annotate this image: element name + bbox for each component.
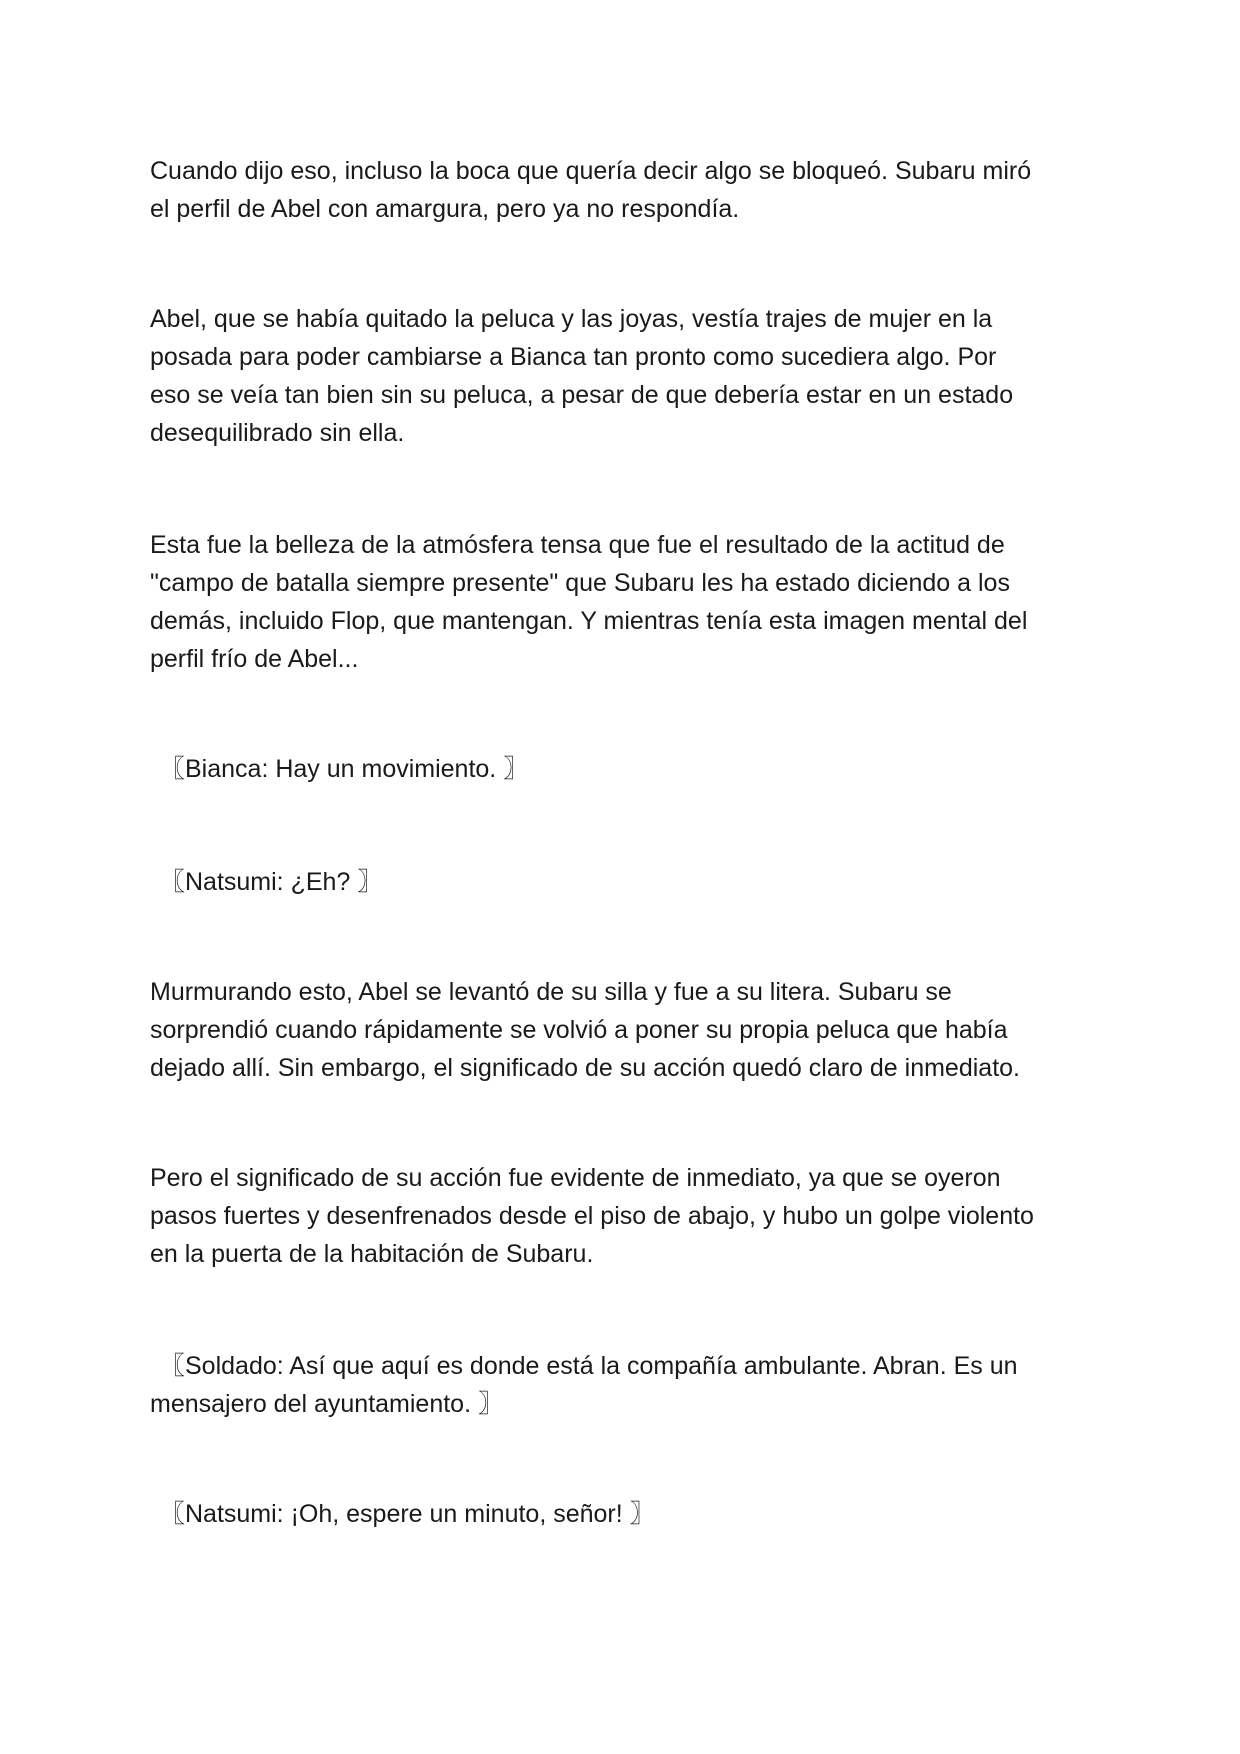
text-line: sorprendió cuando rápidamente se volvió a poner su propia peluca que había <box>150 1016 1008 1044</box>
text-line: Murmurando esto, Abel se levantó de su silla y fue a su litera. Subaru se <box>150 978 952 1006</box>
text-line: Pero el significado de su acción fue evidente de inmediato, ya que se oyeron <box>150 1164 1001 1192</box>
dialogue-line <box>150 750 1100 788</box>
text-line: posada para poder cambiarse a Bianca tan pronto como sucediera algo. Por <box>150 343 997 371</box>
text-line: 〖Soldado: Así que aquí es donde está la compañía ambulante. Abran. Es un <box>160 1352 1018 1380</box>
text-line: Cuando dijo eso, incluso la boca que quería decir algo se bloqueó. Subaru miró <box>150 157 1032 185</box>
paragraph <box>150 152 1100 228</box>
text-line: eso se veía tan bien sin su peluca, a pesar de que debería estar en un estado <box>150 381 1014 409</box>
paragraph <box>150 526 1100 678</box>
paragraph <box>150 973 1100 1087</box>
text-line: 〖Bianca: Hay un movimiento. 〗 <box>160 755 529 783</box>
text-line: "campo de batalla siempre presente" que Subaru les ha estado diciendo a los <box>150 569 1010 597</box>
text-line: Abel, que se había quitado la peluca y las joyas, vestía trajes de mujer en la <box>150 305 993 333</box>
paragraph <box>150 1159 1100 1273</box>
text-line: desequilibrado sin ella. <box>150 419 405 447</box>
text-line: 〖Natsumi: ¡Oh, espere un minuto, señor! 〗 <box>160 1500 655 1528</box>
dialogue-line <box>150 1347 1100 1423</box>
text-line: mensajero del ayuntamiento. 〗 <box>150 1390 503 1418</box>
text-line: el perfil de Abel con amargura, pero ya no respondía. <box>150 195 740 223</box>
text-line: 〖Natsumi: ¿Eh? 〗 <box>160 868 383 896</box>
dialogue-line <box>150 863 1100 901</box>
text-line: dejado allí. Sin embargo, el significado de su acción quedó claro de inmediato. <box>150 1054 1020 1082</box>
paragraph <box>150 300 1100 452</box>
text-line: perfil frío de Abel... <box>150 645 359 673</box>
text-line: en la puerta de la habitación de Subaru. <box>150 1240 594 1268</box>
text-line: demás, incluido Flop, que mantengan. Y mientras tenía esta imagen mental del <box>150 607 1028 635</box>
dialogue-line <box>150 1495 1100 1533</box>
text-line: pasos fuertes y desenfrenados desde el piso de abajo, y hubo un golpe violento <box>150 1202 1034 1230</box>
text-line: Esta fue la belleza de la atmósfera tensa que fue el resultado de la actitud de <box>150 531 1005 559</box>
page-body <box>150 152 1100 1533</box>
